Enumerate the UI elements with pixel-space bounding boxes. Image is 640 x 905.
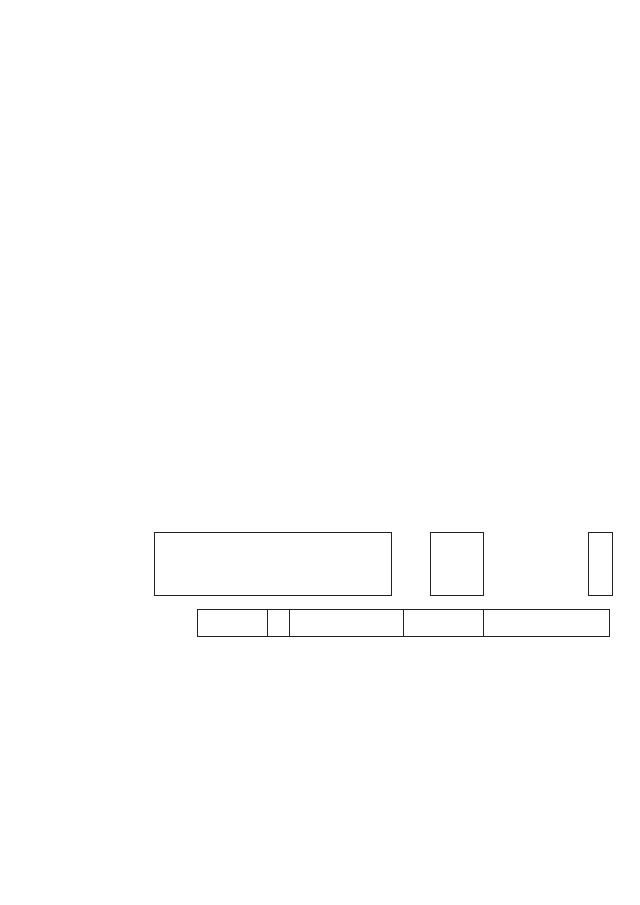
level-value bbox=[588, 532, 613, 596]
function-name-value bbox=[154, 532, 392, 596]
borrowed-label bbox=[289, 609, 404, 637]
origin-row bbox=[198, 609, 610, 637]
original-mark bbox=[267, 609, 290, 637]
reg-number-cell bbox=[483, 609, 610, 637]
original-code-cell bbox=[403, 609, 484, 637]
original-cell bbox=[197, 609, 268, 637]
function-code-value bbox=[430, 532, 484, 596]
